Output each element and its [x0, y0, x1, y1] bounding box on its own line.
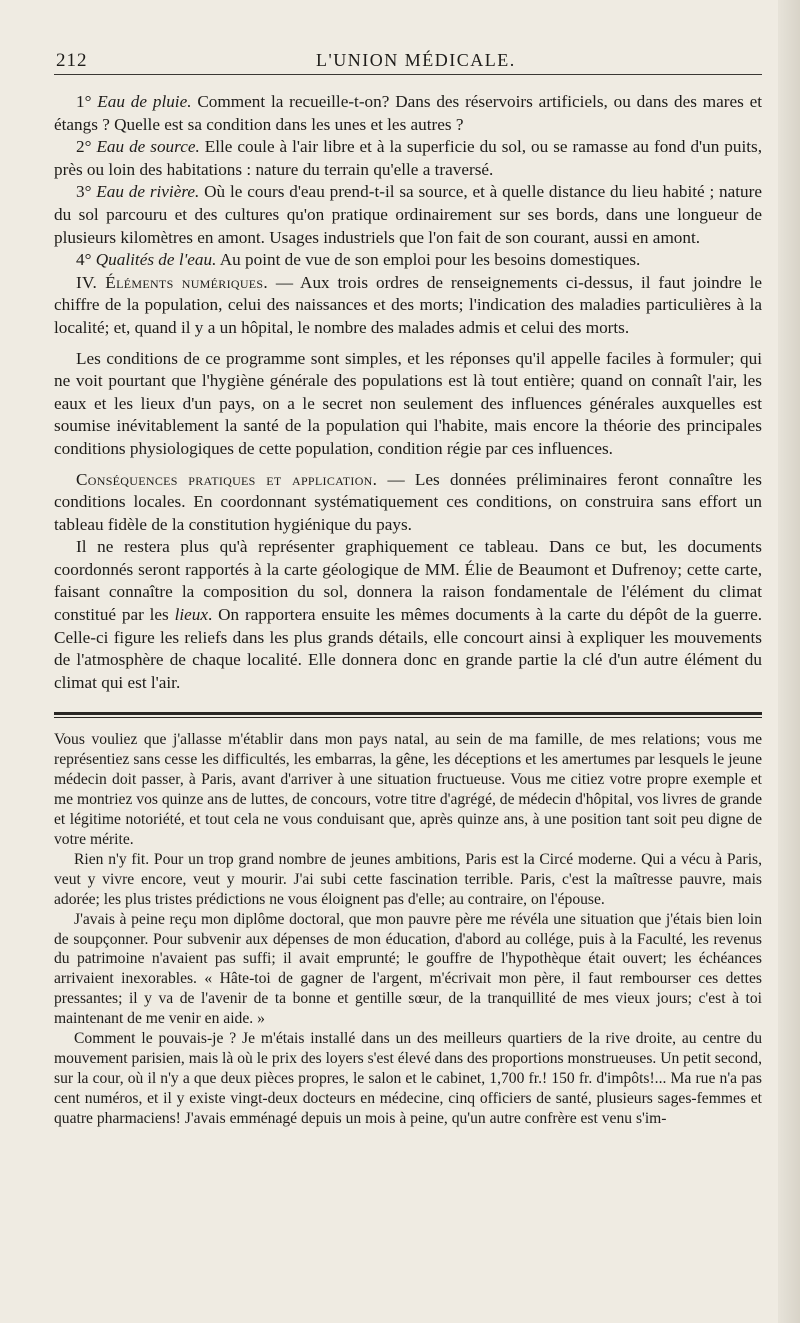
item-title: Eau de pluie.	[97, 92, 192, 111]
feuilleton-divider	[54, 712, 762, 718]
feuilleton-text	[54, 730, 762, 1128]
item-title: Eau de rivière.	[96, 182, 200, 202]
paragraph-conditions: Les conditions de ce programme sont simples, et les réponses qu'il appelle faciles à formuler; qui ne voit pourtant que l'hygiène générale des populations est là tout entière; quand on connaît l'air, les eaux et les lieux d'un pays, on a le secret non seulement des influences générales auxquelles est soumise inévitablement la santé de la population qui l'habite, mais encore la théorie des principales conditions physiologiques de cette population, condition régie par ces influences.	[54, 348, 762, 458]
item-text: Où le cours d'eau prend-t-il sa source, et à quelle distance du lieu habité ; nature du sol parcouru et des cultures qu'on pratique ordinairement sur ses bords, dans une longueur de plusieurs kilomètres en amont. Usages industriels que l'on fait de son courant, aussi en amont.	[54, 182, 763, 247]
section-consequences	[54, 469, 762, 537]
section-heading: IV. Éléments numériques.	[76, 272, 268, 292]
feuilleton-paragraph: J'avais à peine reçu mon diplôme doctoral, que mon pauvre père me révéla une situation que j'étais bien loin de soupçonner. Pour subvenir aux dépenses de mon éducation, d'abord au collége, puis à la Faculté, les revenus du patrimoine n'avaient pas suffi; il avait emprunté; le gouffre de l'hypothèque était ouvert; les échéances arrivaient inexorables. « Hâte-toi de gagner de l'argent, m'écrivait mon père, il faut rembourser ces dettes pressantes; il y va de l'avenir de ta bonne et gentille sœur, de la tranquillité de mes vieux jours; c'est à toi maintenant de me venir en aide. »	[54, 910, 762, 1028]
item-number: 1°	[76, 92, 92, 111]
feuilleton-paragraph: Comment le pouvais-je ? Je m'étais installé dans un des meilleurs quartiers de la rive droite, au centre du mouvement parisien, mais là où le prix des loyers s'est élevé dans des proportions monstrueuses. Un petit second, sur la cour, où il n'y a que deux pièces propres, le salon et le cabinet, 1,700 fr.! 150 fr. d'impôts!... Ma rue n'a pas cent numéros, et il y existe vingt-deux docteurs en médecine, cinq officiers de santé, plusieurs sages-femmes et quatre pharmaciens! J'avais emménagé depuis un mois à peine, qu'un autre confrère est venu s'im-	[54, 1030, 762, 1127]
section-text: — Aux trois ordres de renseignements ci-dessus, il faut joindre le chiffre de la population, celui des naissances et des morts; l'indication des maladies particulières à la localité; et, quand il y a un hôpital, le nombre des malades admis et celui des morts.	[54, 272, 762, 337]
item-text: Elle coule à l'air libre et à la superficie du sol, ou se ramasse au fond d'un puits, près ou loin des habitations : nature du terrain qu'elle a traversé.	[54, 137, 763, 179]
item-number: 3°	[76, 182, 92, 202]
item-eau-de-pluie	[54, 91, 762, 136]
section-elements-numeriques	[54, 272, 762, 340]
italic-word: lieux	[174, 605, 208, 625]
item-title: Eau de source.	[96, 137, 200, 157]
paragraph-representation	[54, 536, 762, 694]
feuilleton-paragraph: Rien n'y fit. Pour un trop grand nombre de jeunes ambitions, Paris est la Circé moderne. Qui a vécu à Paris, veut y vivre encore, veut y mourir. J'ai subi cette fascination terrible. Paris, c'est la maîtresse pauvre, mais adorée; les plus tristes prédictions ne vous éloignent pas d'elle; au contraire, on l'épouse.	[54, 850, 762, 908]
main-text	[54, 91, 762, 694]
item-text: Comment la recueille-t-on? Dans des réservoirs artificiels, ou dans des mares et étangs ? Quelle est sa condition dans les unes et les autres ?	[54, 92, 763, 134]
section-text: — Les données préliminaires feront connaître les conditions locales. En coordonnant systématiquement ces conditions, on construira sans effort un tableau fidèle de la constitution hygiénique du pays.	[54, 469, 762, 534]
page-header	[54, 40, 762, 75]
item-title: Qualités de l'eau.	[95, 250, 217, 270]
feuilleton-paragraph: Vous vouliez que j'allasse m'établir dans mon pays natal, au sein de ma famille, de mes relations; vous me représentiez sans cesse les difficultés, les embarras, la gêne, les déceptions et les amertumes par lesquels le jeune médecin doit passer, à Paris, avant d'arriver à une situation fructueuse. Vous me citiez votre propre exemple et me montriez vos quinze ans de luttes, de concours, votre titre d'agrégé, de médecin d'hôpital, vos livres de grande et légitime notoriété, et tout cela ne vous conduisant que, après quinze ans, à une position tant soit peu digne de votre mérite.	[54, 731, 762, 848]
running-title: L'UNION MÉDICALE.	[316, 50, 516, 70]
item-eau-de-source	[54, 136, 762, 181]
item-text: Au point de vue de son emploi pour les besoins domestiques.	[216, 250, 641, 270]
page-number: 212	[56, 50, 88, 71]
paragraph-text: . On rapportera ensuite les mêmes documents à la carte du dépôt de la guerre. Celle-ci figure les reliefs dans les plus grands détails, elle concourt ainsi à expliquer les mouvements de l'atmosphère de chaque localité. Elle donnera donc en grande partie la clé d'un autre élément du climat qui est l'air.	[54, 605, 762, 692]
item-qualites-de-leau	[54, 249, 762, 272]
page-edge-shadow	[778, 0, 800, 1323]
item-number: 2°	[76, 137, 92, 157]
section-heading: Conséquences pratiques et application.	[76, 469, 378, 489]
item-number: 4°	[76, 250, 92, 270]
item-eau-de-riviere	[54, 181, 762, 249]
paragraph-text: Il ne restera plus qu'à représenter graphiquement ce tableau. Dans ce but, les documents coordonnés seront rapportés à la carte géologique de MM. Élie de Beaumont et Dufrenoy; cette carte, faisant connaître la composition du sol, donnera la raison fondamentale de l'élément du climat constitué par les	[54, 537, 762, 625]
